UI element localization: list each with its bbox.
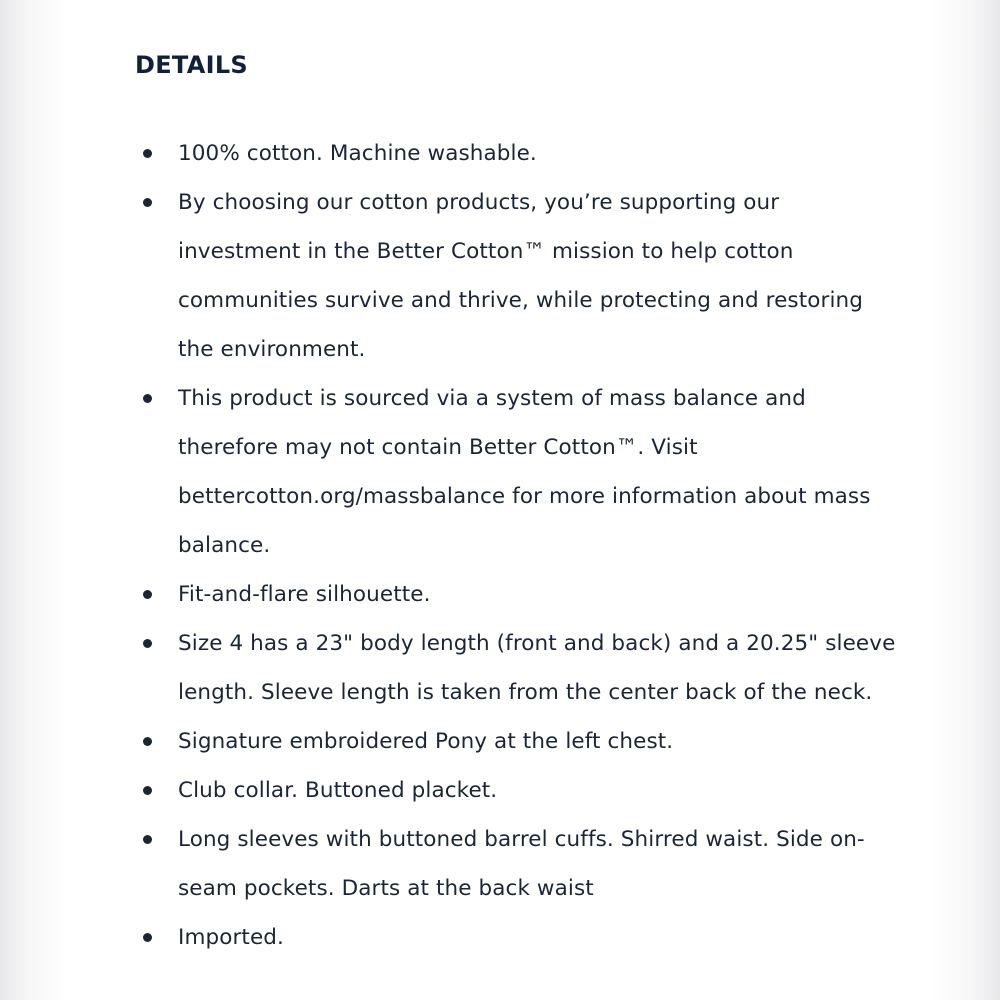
- detail-item-imported: Imported.: [178, 913, 898, 962]
- detail-item-better-cotton: By choosing our cotton products, you’re supporting our investment in the Better Cotton™ mission to help cotton communities survive and thrive, while protecting and restoring the environment.: [178, 178, 898, 374]
- detail-item-sleeves: Long sleeves with buttoned barrel cuffs. Shirred waist. Side on-seam pockets. Darts at the back waist: [178, 815, 898, 913]
- details-heading: DETAILS: [135, 51, 249, 79]
- detail-item-collar: Club collar. Buttoned placket.: [178, 766, 898, 815]
- detail-item-size: Size 4 has a 23" body length (front and back) and a 20.25" sleeve length. Sleeve length is taken from the center back of the neck.: [178, 619, 898, 717]
- detail-item-material: 100% cotton. Machine washable.: [178, 129, 898, 178]
- detail-item-pony: Signature embroidered Pony at the left chest.: [178, 717, 898, 766]
- detail-item-mass-balance: This product is sourced via a system of mass balance and therefore may not contain Better Cotton™. Visit bettercotton.org/massbalance for more information about mass balance.: [178, 374, 898, 570]
- detail-item-silhouette: Fit-and-flare silhouette.: [178, 570, 898, 619]
- details-list: [178, 129, 898, 962]
- details-panel: [68, 0, 932, 1000]
